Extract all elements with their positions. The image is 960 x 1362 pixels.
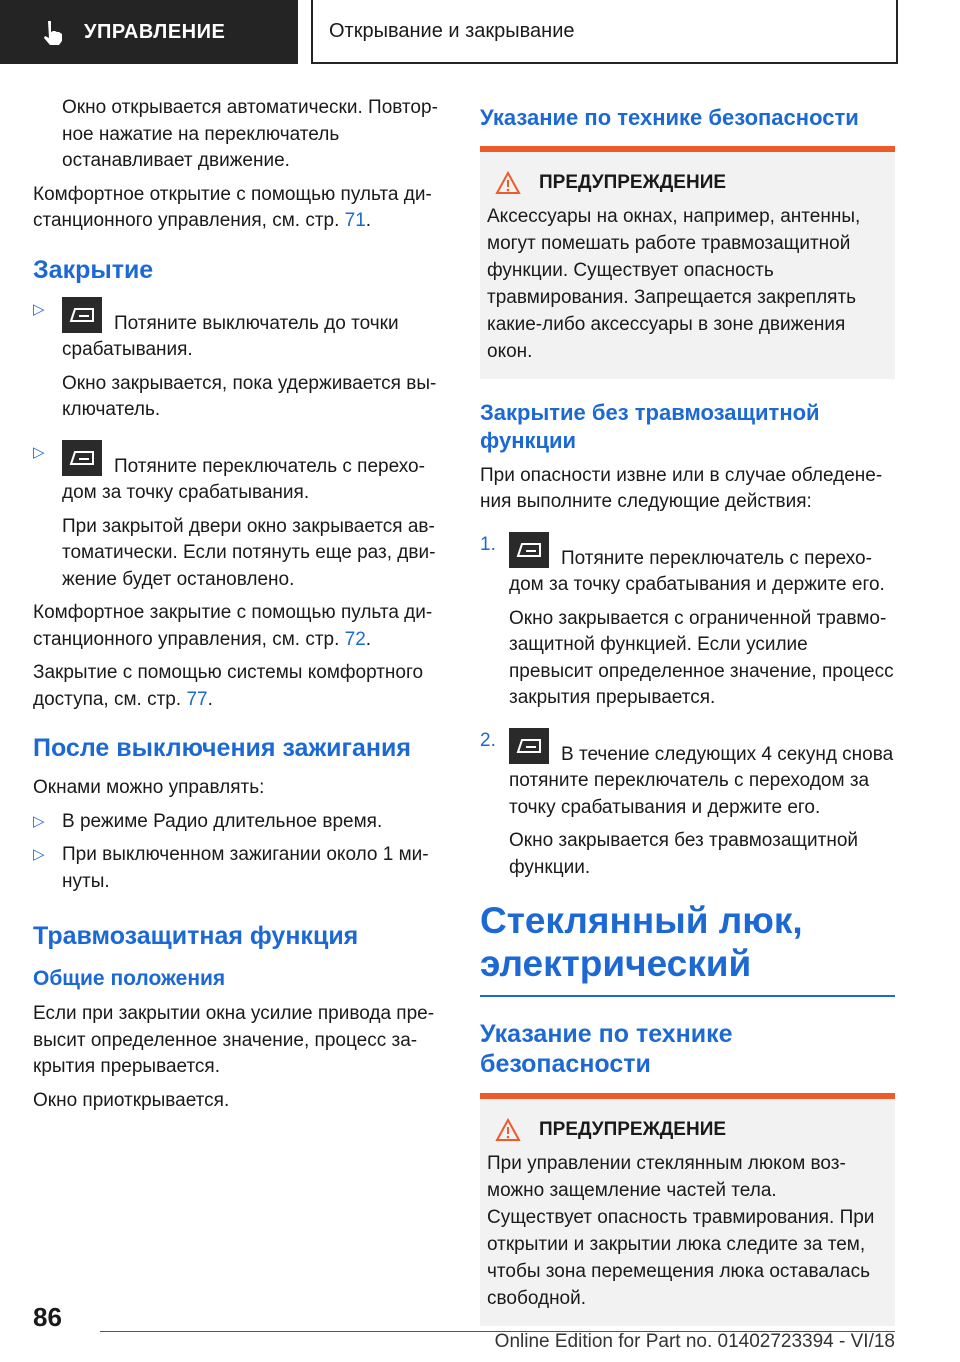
after-ignition-intro: Окнами можно управлять: — [33, 777, 265, 798]
left-column — [33, 95, 438, 1121]
comfort-access-paragraph: Закрытие с помощью системы комфортного доступа, см. стр. 77. — [33, 662, 424, 710]
anti-trap-heading: Травмозащитная функция — [33, 922, 359, 950]
warning-label: ПРЕДУПРЕЖДЕНИЕ — [539, 172, 727, 193]
numbered-step-1: 1. Потяните переключатель с переходом за точку срабатывания и держите его. — [480, 533, 885, 595]
chapter-title: Открывание и закрывание — [329, 19, 575, 42]
intro-paragraph: Окно открывается автоматически. Повторное нажатие на переключатель останавливает движение. — [62, 97, 438, 171]
remote-close-paragraph: Комфортное закрытие с помощью пульта дистанционного управления, см. стр. 72. — [33, 602, 433, 650]
hand-pointer-icon — [40, 19, 66, 45]
window-switch-icon — [509, 728, 549, 764]
warning-text: При управлении стеклянным люком возможно защемление частей тела. Существует опасность травмирования. При открытии и закрытии люка следите за тем, чтобы зона перемещения люка оставалась свободной. — [487, 1152, 875, 1309]
edition-label: Online Edition for Part no. 01402723394 - VI/18 — [494, 1331, 895, 1352]
right-column — [480, 104, 895, 1346]
sunroof-heading: Стеклянный люк, электрический — [480, 899, 895, 997]
closing-step-2-note: При закрытой двери окно закрывается автоматически. Если потянуть еще раз, движение будет остановлено. — [62, 515, 436, 590]
closing-step-2: ▷ Потяните переключатель с переходом за точку срабатывания. — [33, 440, 438, 507]
chapter-tab[interactable] — [311, 0, 898, 64]
warning-label: ПРЕДУПРЕЖДЕНИЕ — [539, 1119, 727, 1140]
anti-trap-paragraph: Если при закрытии окна усилие привода превысит определенное значение, процесс закрытия прерывается. — [33, 1003, 435, 1077]
triangle-right-icon: ▷ — [33, 812, 45, 830]
warning-box-sunroof — [480, 1093, 895, 1326]
triangle-right-icon: ▷ — [33, 846, 45, 863]
page-number: 86 — [33, 1302, 62, 1332]
after-ignition-heading: После выключения зажигания — [33, 734, 411, 762]
page-link-72[interactable]: 72 — [344, 628, 366, 650]
closing-step-1-note: Окно закрывается, пока удерживается выключатель. — [62, 372, 437, 420]
remote-open-paragraph: Комфортное открытие с помощью пульта дистанционного управления, см. стр. 71. — [33, 183, 432, 231]
closing-step-1: ▷ Потяните выключатель до точки срабатывания. — [33, 297, 438, 364]
page-footer — [0, 1295, 960, 1362]
warning-triangle-icon — [495, 1118, 521, 1142]
step-number: 1. — [480, 533, 496, 555]
warning-triangle-icon — [495, 171, 521, 195]
step-number: 2. — [480, 729, 496, 751]
window-switch-icon — [62, 440, 102, 476]
section-title: УПРАВЛЕНИЕ — [84, 20, 226, 43]
safety-heading: Указание по технике безопасности — [480, 105, 859, 130]
general-subheading: Общие положения — [33, 967, 226, 990]
closing-heading: Закрытие — [33, 255, 154, 284]
section-tab[interactable] — [0, 0, 298, 64]
step-1-note: Окно закрывается с ограниченной травмозащитной функцией. Если усилие превысит определенное значение, процесс закрытия прерывается. — [509, 607, 894, 708]
window-switch-icon — [62, 297, 102, 333]
list-item: ▷ В режиме Радио длительное время. — [33, 809, 438, 836]
warning-box — [480, 146, 895, 379]
page-link-77[interactable]: 77 — [186, 688, 208, 710]
triangle-right-icon: ▷ — [33, 300, 45, 318]
triangle-right-icon: ▷ — [33, 443, 45, 461]
no-protect-intro: При опасности извне или в случае обледенения выполните следующие действия: — [480, 464, 883, 512]
page-link-71[interactable]: 71 — [344, 210, 366, 231]
list-item: ▷ При выключенном зажигании около 1 минуты. — [33, 844, 429, 892]
numbered-step-2: 2. В течение следующих 4 секунд снова потяните переключатель с переходом за точку срабатывания и держите его. — [480, 729, 894, 818]
anti-trap-paragraph-2: Окно приоткрывается. — [33, 1089, 230, 1111]
window-switch-icon — [509, 532, 549, 568]
warning-text: Аксессуары на окнах, например, антенны, могут помешать работе травмозащитной функции. Существует опасность травмирования. Запрещается закреплять какие-либо аксессуары в зоне движения окон. — [487, 205, 861, 362]
step-2-note: Окно закрывается без травмозащитной функции. — [509, 830, 859, 878]
sunroof-safety-heading: Указание по технике безопасности — [480, 1020, 733, 1078]
page-header — [0, 0, 960, 66]
no-protect-heading: Закрытие без травмозащитной функции — [480, 399, 820, 453]
